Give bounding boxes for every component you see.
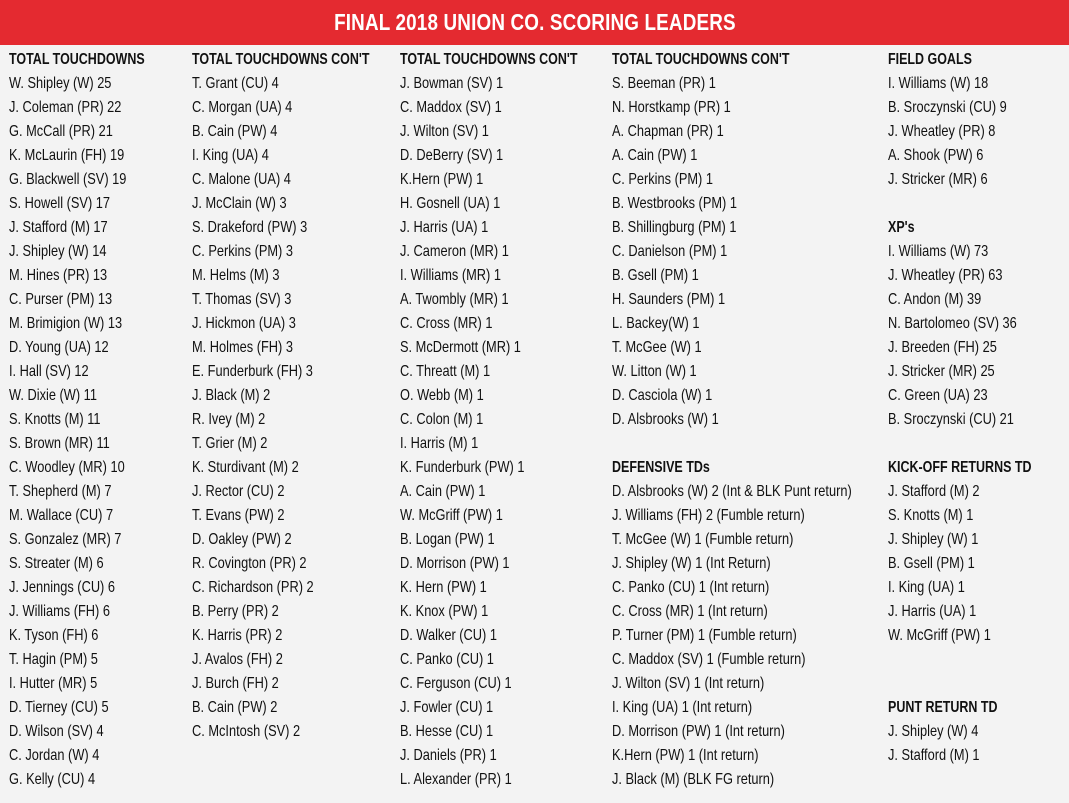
list-item: K.Hern (PW) 1 (Int return) [612,747,759,764]
list-item: J. Shipley (W) 14 [9,243,107,260]
list-item: C. Woodley (MR) 10 [9,459,125,476]
list-item: M. Wallace (CU) 7 [9,507,114,524]
list-item: T. McGee (W) 1 (Fumble return) [612,531,794,548]
list-item: J. Shipley (W) 4 [888,723,979,740]
list-item: S. Knotts (M) 1 [888,507,974,524]
list-item: A. Cain (PW) 1 [612,147,698,164]
list-item: J. Harris (UA) 1 [888,603,977,620]
list-item: C. Danielson (PM) 1 [612,243,728,260]
list-item: J. Stricker (MR) 25 [888,363,995,380]
list-item: I. King (UA) 4 [192,147,269,164]
list-item: J. Stricker (MR) 6 [888,171,988,188]
list-item: J. Wilton (SV) 1 [400,123,489,140]
list-item: C. Perkins (PM) 1 [612,171,713,188]
section-header: TOTAL TOUCHDOWNS CON'T [400,51,578,68]
list-item: C. Andon (M) 39 [888,291,982,308]
list-item: D. Morrison (PW) 1 [400,555,510,572]
list-item: L. Alexander (PR) 1 [400,771,512,788]
list-item: R. Covington (PR) 2 [192,555,307,572]
list-item: B. Sroczynski (CU) 9 [888,99,1007,116]
list-item: L. Backey(W) 1 [612,315,700,332]
list-item: G. Kelly (CU) 4 [9,771,96,788]
list-item: C. Green (UA) 23 [888,387,988,404]
list-item: E. Funderburk (FH) 3 [192,363,313,380]
list-item: W. McGriff (PW) 1 [400,507,503,524]
list-item: T. McGee (W) 1 [612,339,702,356]
list-item: C. Maddox (SV) 1 [400,99,502,116]
list-item: H. Gosnell (UA) 1 [400,195,501,212]
section-header: TOTAL TOUCHDOWNS CON'T [192,51,370,68]
section-header: DEFENSIVE TDs [612,459,710,476]
list-item: R. Ivey (M) 2 [192,411,266,428]
list-item: C. Malone (UA) 4 [192,171,291,188]
list-item: A. Twombly (MR) 1 [400,291,509,308]
list-item: C. Maddox (SV) 1 (Fumble return) [612,651,806,668]
list-item: C. Panko (CU) 1 (Int return) [612,579,770,596]
section-header: TOTAL TOUCHDOWNS CON'T [612,51,790,68]
list-item: D. Morrison (PW) 1 (Int return) [612,723,785,740]
list-item: B. Logan (PW) 1 [400,531,495,548]
list-item: J. Breeden (FH) 25 [888,339,997,356]
list-item: J. Stafford (M) 17 [9,219,108,236]
list-item: J. Wheatley (PR) 63 [888,267,1003,284]
list-item: W. McGriff (PW) 1 [888,627,991,644]
list-item: B. Shillingburg (PM) 1 [612,219,737,236]
list-item: M. Brimigion (W) 13 [9,315,123,332]
section-header: KICK-OFF RETURNS TD [888,459,1032,476]
list-item: T. Thomas (SV) 3 [192,291,292,308]
list-item: D. Tierney (CU) 5 [9,699,109,716]
list-item: J. Burch (FH) 2 [192,675,279,692]
list-item: M. Hines (PR) 13 [9,267,108,284]
list-item: S. Howell (SV) 17 [9,195,111,212]
list-item: J. Fowler (CU) 1 [400,699,494,716]
column-5 [888,48,1069,768]
list-item: J. Hickmon (UA) 3 [192,315,296,332]
list-item: J. Wilton (SV) 1 (Int return) [612,675,765,692]
column-3 [400,48,628,792]
list-item: S. McDermott (MR) 1 [400,339,521,356]
list-item: C. Perkins (PM) 3 [192,243,293,260]
list-item: B. Gsell (PM) 1 [612,267,699,284]
list-item: B. Sroczynski (CU) 21 [888,411,1014,428]
list-item: S. Streater (M) 6 [9,555,104,572]
list-item: K. McLaurin (FH) 19 [9,147,125,164]
list-item: D. Alsbrooks (W) 1 [612,411,719,428]
list-item: C. Colon (M) 1 [400,411,484,428]
list-item: I. Hutter (MR) 5 [9,675,98,692]
list-item: D. Alsbrooks (W) 2 (Int & BLK Punt return) [612,483,852,500]
list-item: G. McCall (PR) 21 [9,123,113,140]
section-header: FIELD GOALS [888,51,972,68]
list-item: I. King (UA) 1 (Int return) [612,699,753,716]
list-item: K. Tyson (FH) 6 [9,627,99,644]
list-item: J. McClain (W) 3 [192,195,287,212]
list-item: J. Jennings (CU) 6 [9,579,115,596]
list-item: J. Stafford (M) 2 [888,483,980,500]
list-item: C. Cross (MR) 1 (Int return) [612,603,768,620]
list-item: D. DeBerry (SV) 1 [400,147,504,164]
list-item: H. Saunders (PM) 1 [612,291,726,308]
list-item: D. Young (UA) 12 [9,339,109,356]
list-item: T. Evans (PW) 2 [192,507,285,524]
section-header: PUNT RETURN TD [888,699,998,716]
list-item: J. Avalos (FH) 2 [192,651,283,668]
list-item: C. Richardson (PR) 2 [192,579,314,596]
list-item: B. Hesse (CU) 1 [400,723,494,740]
column-4 [612,48,912,792]
list-item: J. Williams (FH) 2 (Fumble return) [612,507,805,524]
list-item: C. Purser (PM) 13 [9,291,113,308]
list-item: S. Knotts (M) 11 [9,411,101,428]
column-1 [9,48,183,792]
list-item: I. Williams (MR) 1 [400,267,501,284]
list-item: A. Shook (PW) 6 [888,147,984,164]
list-item: C. Panko (CU) 1 [400,651,494,668]
list-item: D. Oakley (PW) 2 [192,531,292,548]
list-item: J. Daniels (PR) 1 [400,747,497,764]
list-item: W. Shipley (W) 25 [9,75,112,92]
page-title: FINAL 2018 UNION CO. SCORING LEADERS [333,9,736,35]
list-item: B. Cain (PW) 4 [192,123,278,140]
list-item: C. McIntosh (SV) 2 [192,723,301,740]
list-item: T. Grant (CU) 4 [192,75,279,92]
list-item: P. Turner (PM) 1 (Fumble return) [612,627,797,644]
list-item: O. Webb (M) 1 [400,387,484,404]
section-header: XP's [888,219,915,236]
list-item: C. Jordan (W) 4 [9,747,100,764]
list-item: T. Grier (M) 2 [192,435,268,452]
list-item: S. Brown (MR) 11 [9,435,110,452]
list-item: W. Dixie (W) 11 [9,387,97,404]
list-item: I. Harris (M) 1 [400,435,479,452]
list-item: C. Morgan (UA) 4 [192,99,293,116]
list-item: D. Walker (CU) 1 [400,627,497,644]
list-item: K. Funderburk (PW) 1 [400,459,525,476]
list-item: D. Casciola (W) 1 [612,387,713,404]
list-item: J. Williams (FH) 6 [9,603,110,620]
list-item: M. Helms (M) 3 [192,267,280,284]
list-item: J. Wheatley (PR) 8 [888,123,996,140]
list-item: S. Beeman (PR) 1 [612,75,716,92]
list-item: M. Holmes (FH) 3 [192,339,293,356]
list-item: J. Shipley (W) 1 (Int Return) [612,555,771,572]
page-title-banner [0,0,1069,45]
list-item: S. Gonzalez (MR) 7 [9,531,122,548]
list-item: K. Harris (PR) 2 [192,627,283,644]
list-item: B. Westbrooks (PM) 1 [612,195,737,212]
list-item: J. Harris (UA) 1 [400,219,489,236]
list-item: K. Sturdivant (M) 2 [192,459,299,476]
list-item: A. Chapman (PR) 1 [612,123,724,140]
list-item: J. Black (M) (BLK FG return) [612,771,775,788]
list-item: S. Drakeford (PW) 3 [192,219,308,236]
list-item: J. Coleman (PR) 22 [9,99,122,116]
list-item: J. Stafford (M) 1 [888,747,980,764]
list-item: K. Knox (PW) 1 [400,603,489,620]
list-item: N. Bartolomeo (SV) 36 [888,315,1017,332]
list-item: I. King (UA) 1 [888,579,965,596]
column-2 [192,48,420,744]
list-item: D. Wilson (SV) 4 [9,723,104,740]
list-item: J. Cameron (MR) 1 [400,243,509,260]
list-item: K.Hern (PW) 1 [400,171,484,188]
list-item: B. Perry (PR) 2 [192,603,279,620]
list-item: K. Hern (PW) 1 [400,579,487,596]
list-item: J. Shipley (W) 1 [888,531,979,548]
list-item: C. Ferguson (CU) 1 [400,675,512,692]
list-item: I. Hall (SV) 12 [9,363,89,380]
list-item: C. Threatt (M) 1 [400,363,491,380]
list-item: A. Cain (PW) 1 [400,483,486,500]
list-item: J. Rector (CU) 2 [192,483,285,500]
list-item: N. Horstkamp (PR) 1 [612,99,731,116]
list-item: T. Hagin (PM) 5 [9,651,98,668]
list-item: I. Williams (W) 18 [888,75,989,92]
list-item: B. Gsell (PM) 1 [888,555,975,572]
list-item: J. Bowman (SV) 1 [400,75,504,92]
list-item: J. Black (M) 2 [192,387,271,404]
list-item: C. Cross (MR) 1 [400,315,493,332]
list-item: W. Litton (W) 1 [612,363,697,380]
list-item: I. Williams (W) 73 [888,243,989,260]
list-item: T. Shepherd (M) 7 [9,483,112,500]
section-header: TOTAL TOUCHDOWNS [9,51,145,68]
list-item: G. Blackwell (SV) 19 [9,171,127,188]
list-item: B. Cain (PW) 2 [192,699,278,716]
